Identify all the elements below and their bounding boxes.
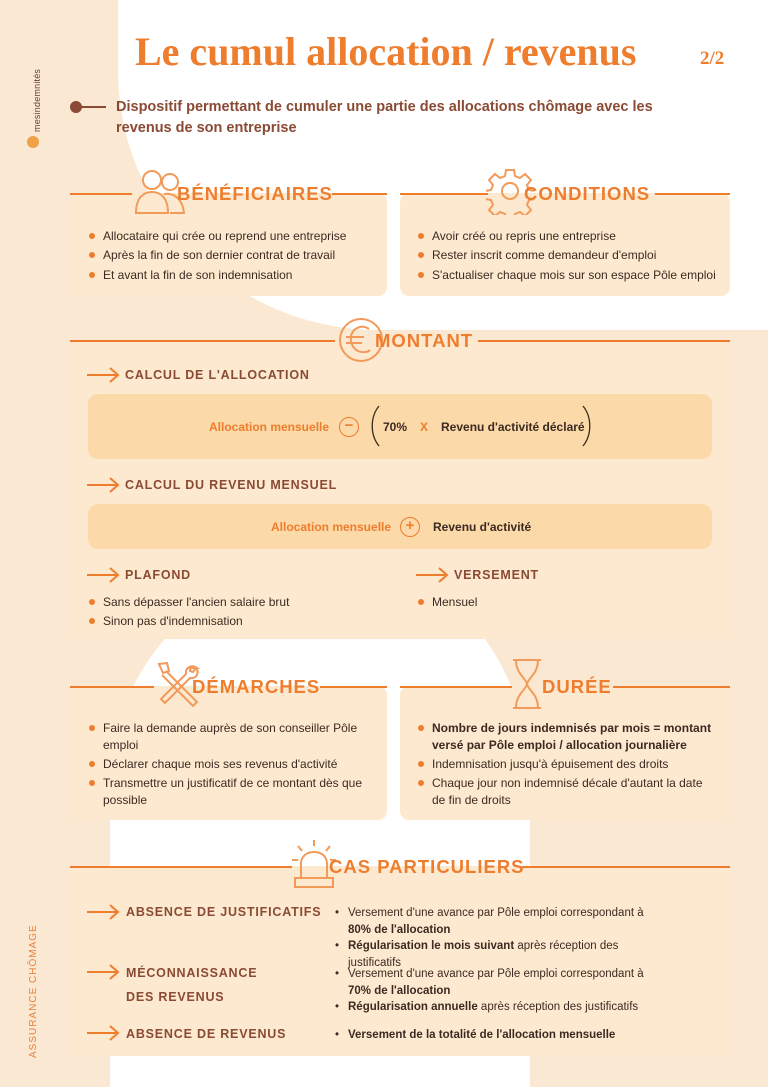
- cas-text-bold: 70% de l'allocation: [348, 984, 451, 997]
- list-item: Allocataire qui crée ou reprend une entreprise: [88, 228, 378, 245]
- arrow-right-icon: [86, 366, 120, 389]
- cas-list: [335, 905, 665, 971]
- list-item: Et avant la fin de son indemnisation: [88, 267, 378, 284]
- formula-term: Allocation mensuelle: [209, 420, 330, 434]
- intro-text: Dispositif permettant de cumuler une partie des allocations chômage avec les revenus de son entreprise: [116, 99, 653, 136]
- times-sign: X: [420, 420, 429, 434]
- section-rule: [70, 340, 335, 342]
- section-rule: [613, 686, 730, 688]
- cas-list: [335, 1027, 665, 1044]
- section-title-conditions: CONDITIONS: [524, 183, 651, 204]
- arrow-right-icon: [415, 566, 449, 589]
- arrow-right-icon: [86, 566, 120, 589]
- subtitle-plafond: PLAFOND: [125, 568, 192, 582]
- list-item: Chaque jour non indemnisé décale d'autant la date de fin de droits: [417, 775, 717, 808]
- plafond-list: [88, 594, 378, 633]
- section-rule: [70, 193, 132, 195]
- beneficiaires-list: [88, 228, 378, 286]
- list-item: Avoir créé ou repris une entreprise: [417, 228, 727, 245]
- section-rule: [400, 686, 512, 688]
- versement-list: [417, 594, 707, 613]
- list-item: Transmettre un justificatif de ce montant dès que possible: [88, 775, 368, 808]
- duree-list: [417, 720, 717, 811]
- cas-text-bold: 80% de l'allocation: [348, 923, 451, 936]
- subtitle-calcul-revenu: CALCUL DU REVENU MENSUEL: [125, 478, 338, 492]
- logo-icon: [27, 136, 39, 148]
- section-rule: [478, 340, 730, 342]
- section-rule: [320, 686, 387, 688]
- cas-text: après réception des justificatifs: [348, 940, 619, 969]
- arrow-right-icon: [86, 963, 120, 986]
- section-title-demarches: DÉMARCHES: [192, 676, 321, 697]
- side-category-label: ASSURANCE CHÔMAGE: [28, 924, 39, 1058]
- list-item: Nombre de jours indemnisés par mois = montant versé par Pôle emploi / allocation journalière: [417, 720, 717, 753]
- list-item: Indemnisation jusqu'à épuisement des droits: [417, 756, 717, 773]
- intro-bullet-icon: [70, 101, 106, 113]
- cas-text-bold: Régularisation annuelle: [348, 1001, 478, 1013]
- cas-label: ABSENCE DE JUSTIFICATIFS: [126, 905, 322, 919]
- page-title: Le cumul allocation / revenus: [135, 29, 637, 74]
- section-title-duree: DURÉE: [542, 676, 612, 697]
- cas-text-bold: Versement de la totalité de l'allocation mensuelle: [348, 1029, 616, 1041]
- arrow-right-icon: [86, 903, 120, 926]
- section-title-cas-particuliers: CAS PARTICULIERS: [329, 856, 525, 877]
- brand-name: mesindemnités: [32, 68, 42, 132]
- minus-icon: −: [339, 417, 359, 437]
- section-title-beneficiaires: BÉNÉFICIAIRES: [177, 183, 333, 204]
- list-item: Sinon pas d'indemnisation: [88, 613, 378, 630]
- formula-term: Revenu d'activité: [433, 520, 532, 534]
- section-rule: [400, 193, 488, 195]
- formula-term: 70%: [383, 420, 408, 434]
- cas-text: Versement d'une avance par Pôle emploi correspondant à: [348, 907, 644, 919]
- section-rule: [70, 686, 154, 688]
- paren-right-icon: [582, 405, 594, 447]
- cas-text: Versement d'une avance par Pôle emploi correspondant à: [348, 968, 644, 980]
- list-item: [335, 905, 665, 938]
- cas-text: après réception des justificatifs: [477, 1001, 639, 1013]
- cas-list: [335, 966, 665, 1016]
- cas-label: ABSENCE DE REVENUS: [126, 1027, 287, 1041]
- cas-text-bold: Régularisation le mois suivant: [348, 940, 515, 952]
- conditions-list: [417, 228, 727, 286]
- list-item: [335, 999, 665, 1016]
- subtitle-calcul-allocation: CALCUL DE L'ALLOCATION: [125, 368, 310, 382]
- section-title-montant: MONTANT: [375, 330, 474, 351]
- cas-label: MÉCONNAISSANCE DES REVENUS: [126, 966, 258, 1004]
- demarches-list: [88, 720, 368, 811]
- list-item: Rester inscrit comme demandeur d'emploi: [417, 247, 727, 264]
- brand-logo: [14, 40, 54, 140]
- list-item: Mensuel: [417, 594, 707, 611]
- section-rule: [332, 193, 387, 195]
- list-item: [335, 1027, 665, 1044]
- plus-icon: +: [400, 517, 420, 537]
- list-item: [335, 966, 665, 999]
- formula-term: Allocation mensuelle: [271, 520, 392, 534]
- formula-term: Revenu d'activité déclaré: [441, 420, 585, 434]
- page-number: 2/2: [700, 48, 725, 69]
- list-item: Sans dépasser l'ancien salaire brut: [88, 594, 378, 611]
- section-rule: [522, 866, 730, 868]
- arrow-right-icon: [86, 476, 120, 499]
- paren-left-icon: [368, 405, 380, 447]
- list-item: Déclarer chaque mois ses revenus d'activité: [88, 756, 368, 773]
- section-rule: [655, 193, 730, 195]
- list-item: Faire la demande auprès de son conseiller Pôle emploi: [88, 720, 368, 753]
- arrow-right-icon: [86, 1024, 120, 1047]
- section-rule: [70, 866, 292, 868]
- subtitle-versement: VERSEMENT: [454, 568, 539, 582]
- list-item: Après la fin de son dernier contrat de travail: [88, 247, 378, 264]
- list-item: S'actualiser chaque mois sur son espace Pôle emploi: [417, 267, 727, 284]
